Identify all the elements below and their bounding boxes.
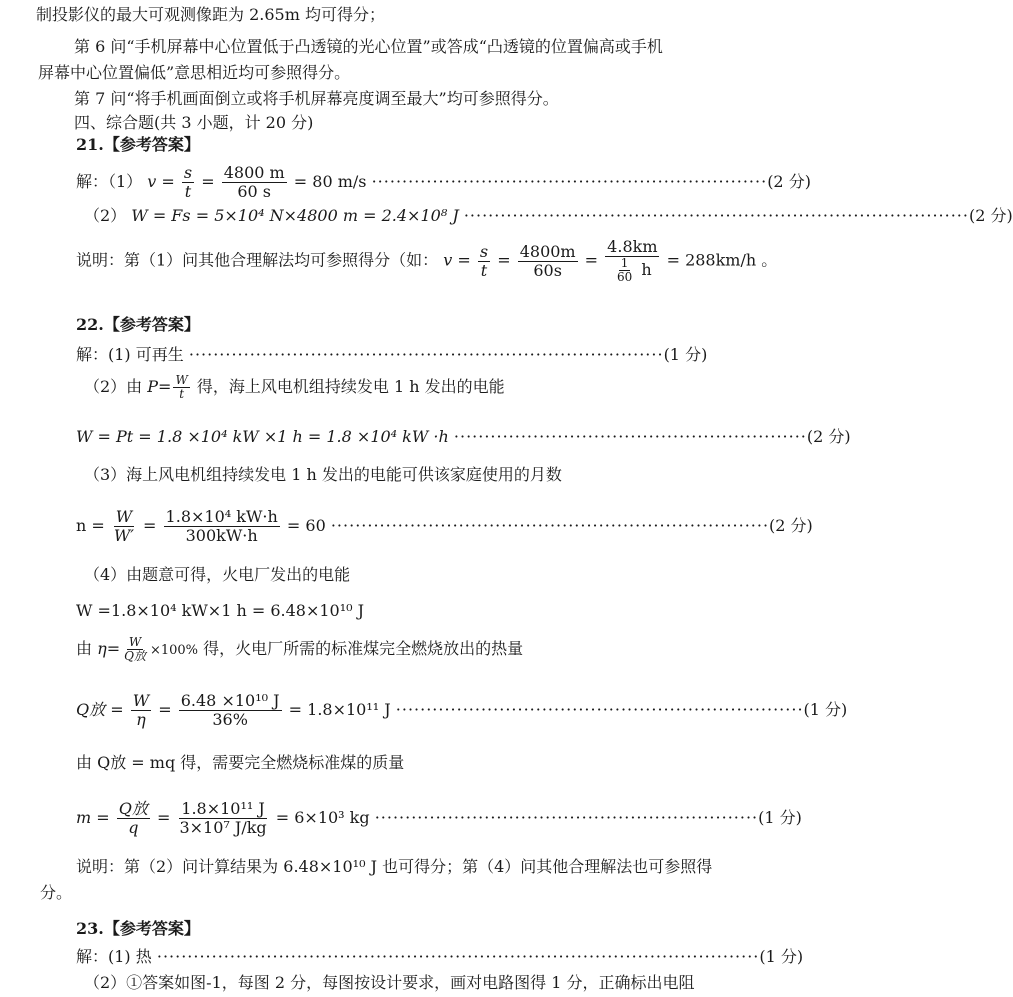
dot-leader: ································································· xyxy=(371,172,768,191)
q22-answer-7: 由 Q放 = mq 得，需要完全燃烧标准煤的质量 xyxy=(76,753,405,772)
answer-text: 解：(1) 热 xyxy=(76,947,152,966)
result: = 288km/h 。 xyxy=(666,250,778,270)
q21-note: 说明：第（1）问其他合理解法均可参照得分（如： v = $\frac{s}{t}$ = $\frac{4800m}{60s}$ = 4.8km $\frac{1}{60}$ h = 288km/h 。 xyxy=(76,237,778,284)
var: v xyxy=(443,250,453,270)
fraction: $\frac{4800 m}{60 s}$ xyxy=(223,163,285,201)
text-line: 第 6 问“手机屏幕中心位置低于凸透镜的光心位置”或答成“凸透镜的位置偏高或手机 xyxy=(74,37,663,56)
q22-answer-2: （2）由 P= $\frac{W}{t}$ 得，海上风电机组持续发电 1 h 发出的电能 xyxy=(84,373,505,401)
q22-equation-8: m = $\frac{\text{Q放}}{q}$ = $\frac{\text{1.8×10¹¹ J}}{\text{3×10⁷ J/kg}}$ = 6×10³ kg ·······························································(1 分) xyxy=(76,799,802,837)
q22-equation-2 xyxy=(76,426,851,448)
score: (2 分) xyxy=(767,172,811,191)
q21-answer-2 xyxy=(84,205,1013,227)
dot-leader: ······························································· xyxy=(374,808,759,827)
score: (2 分) xyxy=(806,427,851,446)
q22-answer-1 xyxy=(76,344,707,366)
text-line: 屏幕中心位置偏低”意思相近均可参照得分。 xyxy=(38,63,351,82)
fraction: $\frac{W}{t}$ xyxy=(175,373,188,401)
percent: ×100% xyxy=(149,643,199,658)
dot-leader: ··································································································· xyxy=(156,947,760,966)
q23-answer-1 xyxy=(76,946,803,968)
fraction: $\frac{\text{Q放}}{q}$ xyxy=(118,799,148,837)
label: （2）由 xyxy=(84,377,143,396)
dot-leader: ·············································································· xyxy=(188,345,664,364)
fraction: $\frac{\text{1.8×10⁴ kW·h}}{300kW\cdot h}$ xyxy=(165,507,278,545)
q22-note-2: 分。 xyxy=(40,883,73,902)
q23-answer-2: （2）①答案如图-1，每图 2 分，每图按设计要求，画对电路图得 1 分，正确标出电阻 xyxy=(84,973,695,992)
result: = 60 xyxy=(286,516,326,535)
note-text: 说明：第（1）问其他合理解法均可参照得分（如： xyxy=(76,250,439,270)
score: (1 分) xyxy=(663,345,708,364)
dot-leader: ··················································································· xyxy=(463,206,969,225)
q22-answer-3: （3）海上风电机组持续发电 1 h 发出的电能可供该家庭使用的月数 xyxy=(84,465,562,484)
fraction: $\frac{s}{t}$ xyxy=(183,163,193,201)
q22-answer-4: （4）由题意可得，火电厂发出的电能 xyxy=(84,565,351,584)
fraction: $\frac{W}{W'}$ xyxy=(113,507,134,545)
q22-equation-3: n = $\frac{W}{W'}$ = $\frac{\text{1.8×10⁴ kW·h}}{300kW\cdot h}$ = 60 ········································································(2 分) xyxy=(76,507,813,545)
fraction: $\frac{\text{6.48 ×10¹⁰ J}}{36\%}$ xyxy=(180,691,280,729)
score: (2 分) xyxy=(769,516,813,535)
label: （2） xyxy=(84,206,127,225)
label: 解：（1） xyxy=(76,172,143,191)
var: n xyxy=(76,516,87,535)
q22-equation-4: W =1.8×10⁴ kW×1 h = 6.48×10¹⁰ J xyxy=(76,601,365,620)
var: P xyxy=(147,377,159,396)
score: (2 分) xyxy=(968,206,1013,225)
section-heading: 四、综合题(共 3 小题，计 20 分) xyxy=(74,113,314,132)
var: η xyxy=(97,639,107,658)
text-line: 第 7 问“将手机画面倒立或将手机屏幕亮度调至最大”均可参照得分。 xyxy=(74,89,559,108)
fraction: $\frac{W}{\text{Q放}}$ xyxy=(124,635,146,663)
q22-equation-6: Q放 = $\frac{W}{\eta}$ = $\frac{\text{6.48 ×10¹⁰ J}}{36\%}$ = 1.8×10¹¹ J ···································································(1 分) xyxy=(76,691,848,729)
equation: W = Fs = 5×10⁴ N×4800 m = 2.4×10⁸ J xyxy=(131,206,459,225)
fraction: $\frac{4800m}{60s}$ xyxy=(519,241,576,280)
answer-text: 解：(1) 可再生 xyxy=(76,345,184,364)
result: = 6×10³ kg xyxy=(275,808,370,827)
q22-note-1: 说明：第（2）问计算结果为 6.48×10¹⁰ J 也可得分；第（4）问其他合理解法也可参照得 xyxy=(76,857,713,876)
fraction: $\frac{W}{\eta}$ xyxy=(132,691,150,729)
score: (1 分) xyxy=(758,808,802,827)
q23-heading: 23.【参考答案】 xyxy=(76,919,200,938)
dot-leader: ··································································· xyxy=(395,700,804,719)
fraction: 4.8km $\frac{1}{60}$ h xyxy=(607,237,658,284)
q22-answer-5: 由 η= $\frac{W}{\text{Q放}}$ ×100% 得，火电厂所需的标准煤完全燃烧放出的热量 xyxy=(76,635,524,663)
text-line: 制投影仪的最大可观测像距为 2.65m 均可得分； xyxy=(36,5,385,24)
q22-heading: 22.【参考答案】 xyxy=(76,315,200,334)
q21-answer-1: 解：（1） v = $\frac{s}{t}$ = $\frac{4800 m}{60 s}$ = 80 m/s ·································································(2 分) xyxy=(76,163,811,201)
score: (1 分) xyxy=(803,700,848,719)
var: m xyxy=(76,808,92,827)
q21-heading: 21.【参考答案】 xyxy=(76,135,200,154)
answer-text: 得，海上风电机组持续发电 1 h 发出的电能 xyxy=(196,377,505,396)
dot-leader: ········································································ xyxy=(330,516,770,535)
var: v xyxy=(147,172,157,191)
answer-text: 得，火电厂所需的标准煤完全燃烧放出的热量 xyxy=(203,639,524,658)
result: = 1.8×10¹¹ J xyxy=(288,700,391,719)
var: Q放 xyxy=(76,700,106,719)
result: = 80 m/s xyxy=(293,172,367,191)
fraction: $\frac{s}{t}$ xyxy=(479,241,489,280)
score: (1 分) xyxy=(759,947,804,966)
equation: W = Pt = 1.8 ×10⁴ kW ×1 h = 1.8 ×10⁴ kW ·h xyxy=(76,427,449,446)
fraction: $\frac{\text{1.8×10¹¹ J}}{\text{3×10⁷ J/kg}}$ xyxy=(179,799,267,837)
label: 由 xyxy=(76,639,93,658)
dot-leader: ·························································· xyxy=(453,427,807,446)
